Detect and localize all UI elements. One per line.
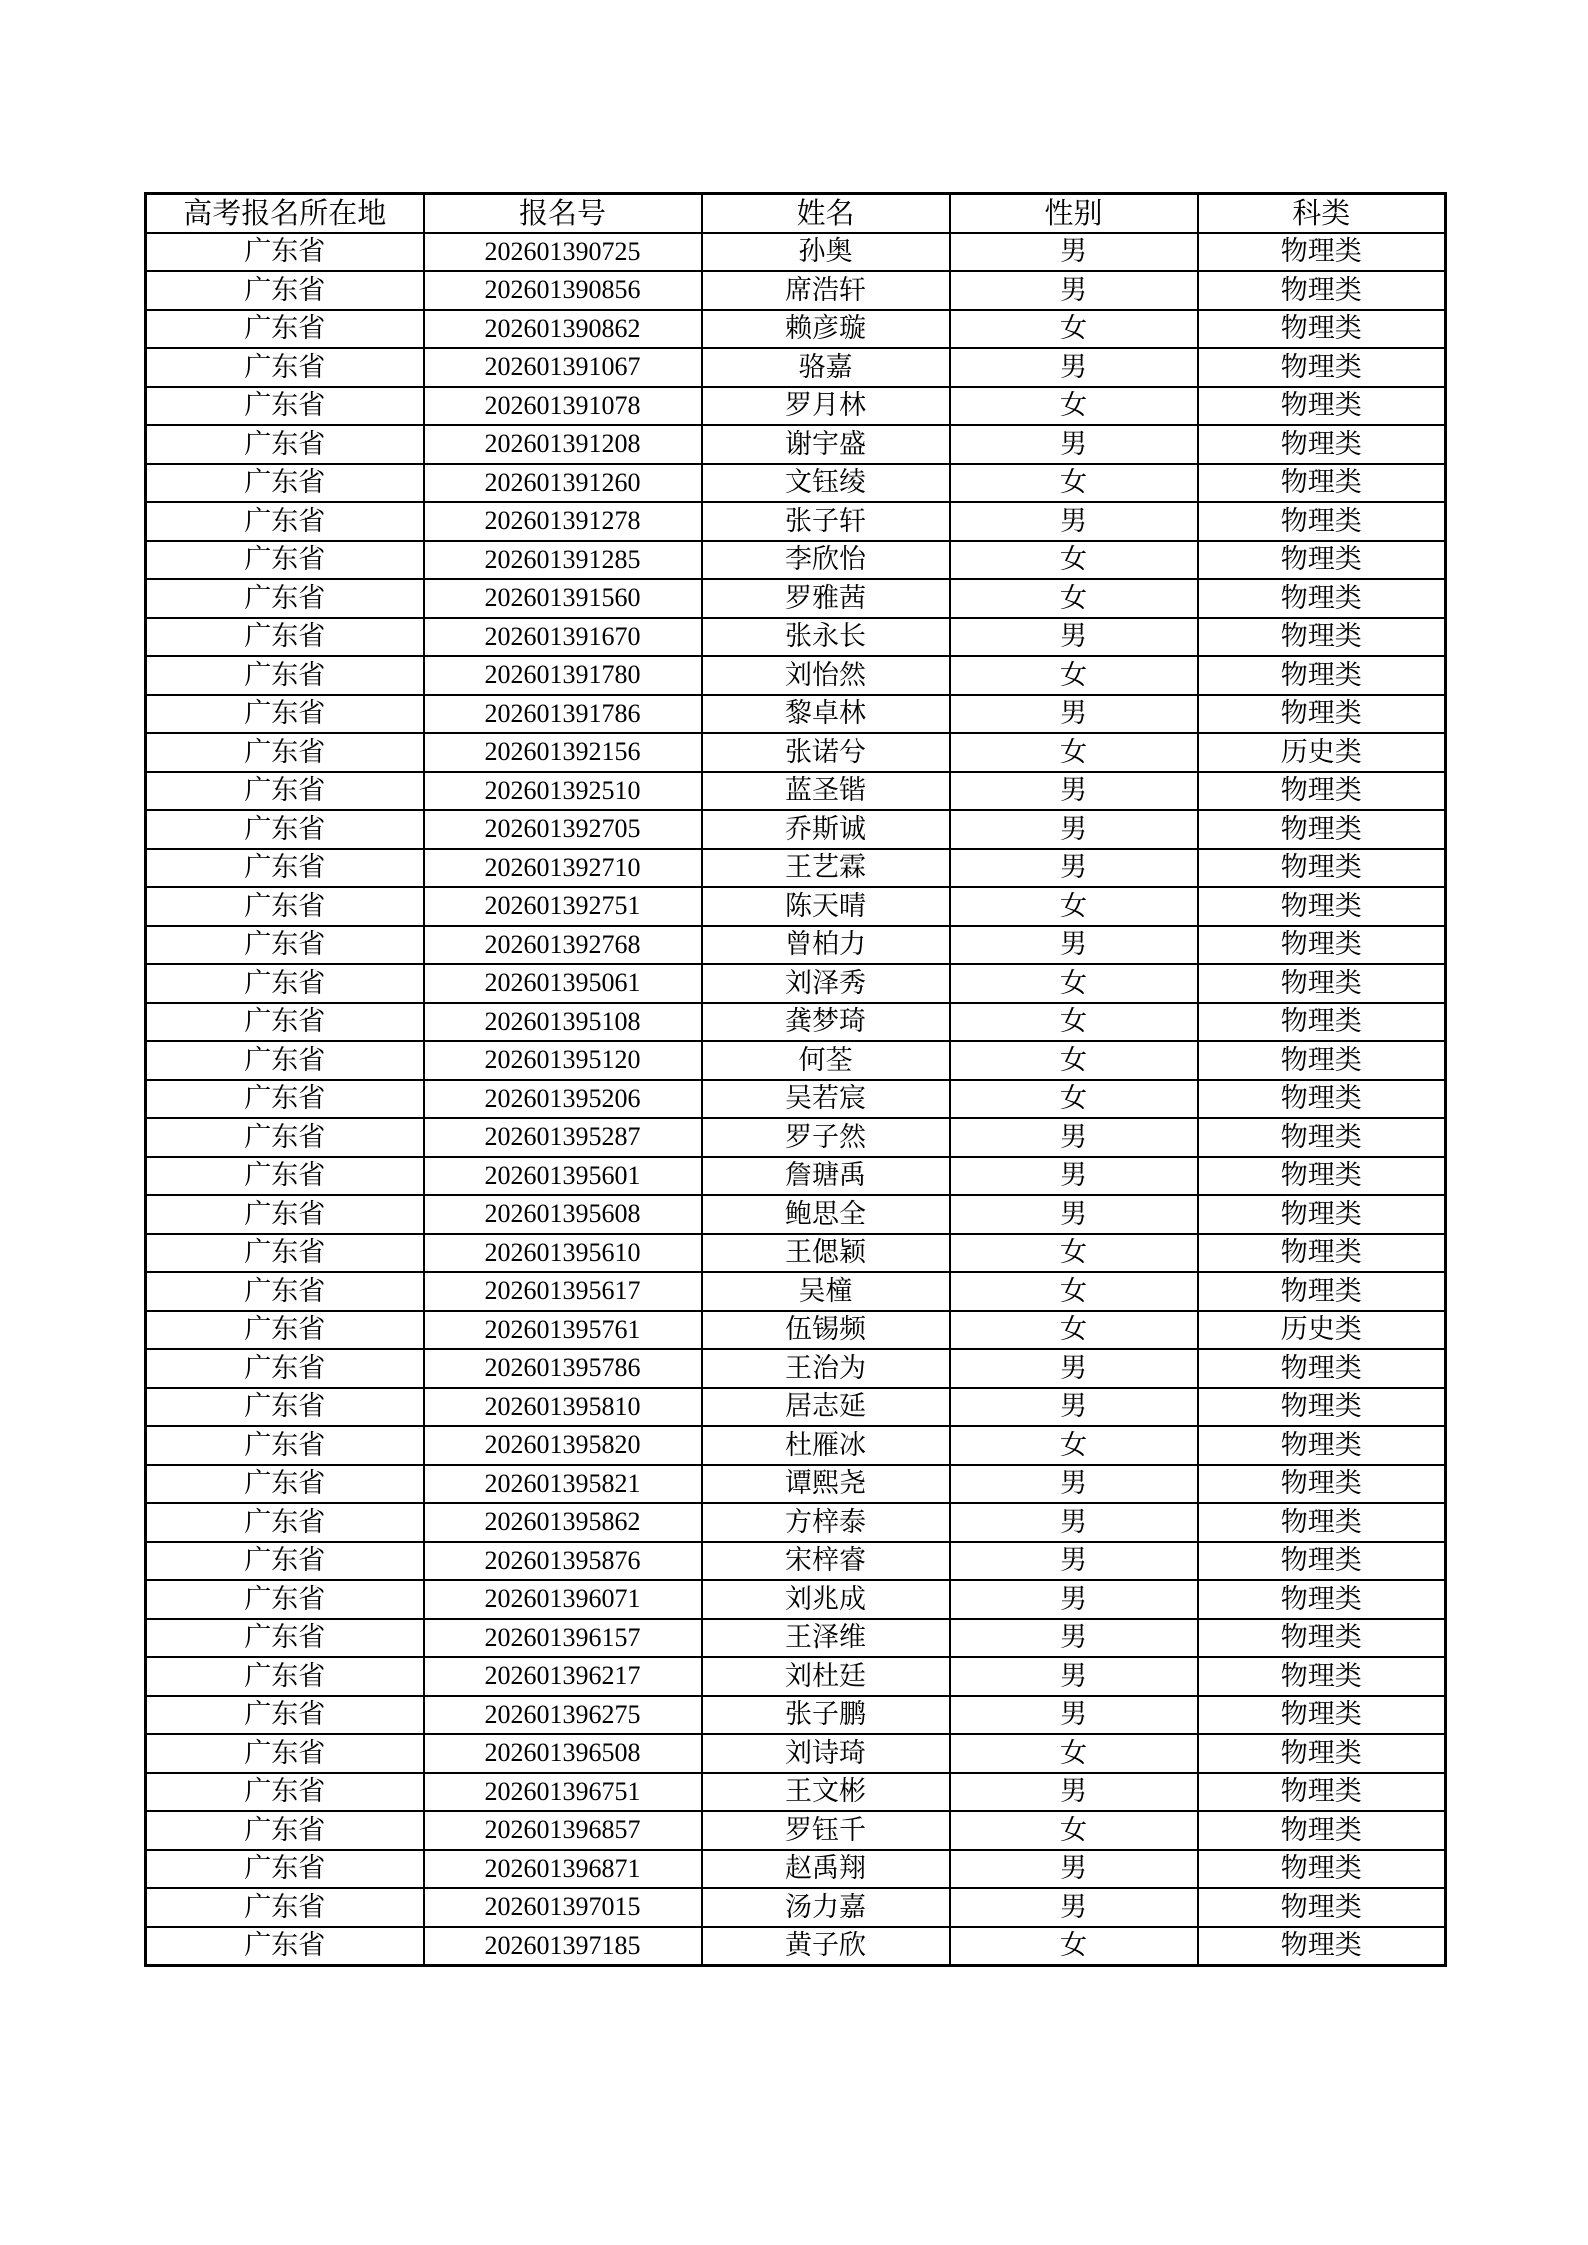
cell-name: 张子轩 bbox=[702, 502, 950, 541]
cell-subject-category: 物理类 bbox=[1198, 1234, 1446, 1273]
cell-registration-number: 202601395810 bbox=[424, 1388, 702, 1427]
cell-subject-category: 物理类 bbox=[1198, 1503, 1446, 1542]
cell-location: 广东省 bbox=[146, 1503, 424, 1542]
cell-gender: 女 bbox=[950, 1311, 1198, 1350]
cell-registration-number: 202601391208 bbox=[424, 425, 702, 464]
cell-name: 谢宇盛 bbox=[702, 425, 950, 464]
cell-name: 罗月林 bbox=[702, 387, 950, 426]
table-row bbox=[146, 1388, 1446, 1427]
cell-gender: 女 bbox=[950, 1234, 1198, 1273]
table-row bbox=[146, 1580, 1446, 1619]
cell-registration-number: 202601395287 bbox=[424, 1118, 702, 1157]
table-row bbox=[146, 387, 1446, 426]
cell-registration-number: 202601395601 bbox=[424, 1157, 702, 1196]
table-row bbox=[146, 1465, 1446, 1504]
cell-gender: 男 bbox=[950, 1388, 1198, 1427]
cell-gender: 女 bbox=[950, 1927, 1198, 1966]
table-row bbox=[146, 1234, 1446, 1273]
cell-name: 刘兆成 bbox=[702, 1580, 950, 1619]
document-page bbox=[144, 192, 1444, 1967]
cell-name: 张子鹏 bbox=[702, 1696, 950, 1735]
cell-subject-category: 物理类 bbox=[1198, 695, 1446, 734]
cell-registration-number: 202601390856 bbox=[424, 271, 702, 310]
cell-name: 张诺兮 bbox=[702, 733, 950, 772]
cell-registration-number: 202601391078 bbox=[424, 387, 702, 426]
cell-subject-category: 物理类 bbox=[1198, 1349, 1446, 1388]
cell-gender: 男 bbox=[950, 1850, 1198, 1889]
table-row bbox=[146, 271, 1446, 310]
cell-gender: 女 bbox=[950, 1426, 1198, 1465]
cell-registration-number: 202601395862 bbox=[424, 1503, 702, 1542]
cell-name: 伍锡频 bbox=[702, 1311, 950, 1350]
cell-gender: 男 bbox=[950, 1542, 1198, 1581]
table-row bbox=[146, 1426, 1446, 1465]
cell-location: 广东省 bbox=[146, 541, 424, 580]
cell-registration-number: 202601395108 bbox=[424, 1003, 702, 1042]
table-row bbox=[146, 849, 1446, 888]
table-row bbox=[146, 1811, 1446, 1850]
cell-location: 广东省 bbox=[146, 733, 424, 772]
cell-location: 广东省 bbox=[146, 1773, 424, 1812]
table-row bbox=[146, 695, 1446, 734]
cell-location: 广东省 bbox=[146, 772, 424, 811]
cell-registration-number: 202601391260 bbox=[424, 464, 702, 503]
cell-registration-number: 202601392156 bbox=[424, 733, 702, 772]
cell-subject-category: 物理类 bbox=[1198, 1272, 1446, 1311]
cell-subject-category: 物理类 bbox=[1198, 926, 1446, 965]
cell-gender: 女 bbox=[950, 579, 1198, 618]
table-row bbox=[146, 1272, 1446, 1311]
table-row bbox=[146, 541, 1446, 580]
cell-name: 罗子然 bbox=[702, 1118, 950, 1157]
cell-subject-category: 物理类 bbox=[1198, 1003, 1446, 1042]
cell-subject-category: 历史类 bbox=[1198, 733, 1446, 772]
cell-subject-category: 物理类 bbox=[1198, 887, 1446, 926]
header-registration-number: 报名号 bbox=[424, 194, 702, 233]
cell-location: 广东省 bbox=[146, 695, 424, 734]
cell-registration-number: 202601396508 bbox=[424, 1734, 702, 1773]
cell-subject-category: 物理类 bbox=[1198, 541, 1446, 580]
cell-subject-category: 物理类 bbox=[1198, 1542, 1446, 1581]
cell-subject-category: 物理类 bbox=[1198, 1888, 1446, 1927]
cell-subject-category: 物理类 bbox=[1198, 233, 1446, 272]
table-row bbox=[146, 1927, 1446, 1966]
cell-gender: 女 bbox=[950, 1003, 1198, 1042]
cell-name: 刘泽秀 bbox=[702, 964, 950, 1003]
cell-location: 广东省 bbox=[146, 502, 424, 541]
cell-name: 席浩轩 bbox=[702, 271, 950, 310]
cell-subject-category: 物理类 bbox=[1198, 849, 1446, 888]
cell-registration-number: 202601395120 bbox=[424, 1041, 702, 1080]
cell-name: 刘怡然 bbox=[702, 656, 950, 695]
cell-subject-category: 物理类 bbox=[1198, 964, 1446, 1003]
cell-subject-category: 物理类 bbox=[1198, 425, 1446, 464]
table-row bbox=[146, 1773, 1446, 1812]
cell-location: 广东省 bbox=[146, 1426, 424, 1465]
cell-name: 乔斯诚 bbox=[702, 810, 950, 849]
table-row bbox=[146, 810, 1446, 849]
cell-location: 广东省 bbox=[146, 1234, 424, 1273]
cell-gender: 男 bbox=[950, 695, 1198, 734]
cell-registration-number: 202601390862 bbox=[424, 310, 702, 349]
cell-location: 广东省 bbox=[146, 849, 424, 888]
cell-subject-category: 物理类 bbox=[1198, 310, 1446, 349]
cell-name: 王艺霖 bbox=[702, 849, 950, 888]
cell-gender: 男 bbox=[950, 1118, 1198, 1157]
table-row bbox=[146, 348, 1446, 387]
cell-gender: 男 bbox=[950, 1888, 1198, 1927]
cell-subject-category: 物理类 bbox=[1198, 387, 1446, 426]
table-row bbox=[146, 887, 1446, 926]
cell-subject-category: 物理类 bbox=[1198, 772, 1446, 811]
cell-registration-number: 202601395608 bbox=[424, 1195, 702, 1234]
cell-gender: 男 bbox=[950, 425, 1198, 464]
cell-location: 广东省 bbox=[146, 1850, 424, 1889]
cell-gender: 男 bbox=[950, 1580, 1198, 1619]
cell-name: 吴橦 bbox=[702, 1272, 950, 1311]
cell-location: 广东省 bbox=[146, 464, 424, 503]
cell-subject-category: 物理类 bbox=[1198, 1696, 1446, 1735]
cell-registration-number: 202601395761 bbox=[424, 1311, 702, 1350]
cell-name: 詹瑭禹 bbox=[702, 1157, 950, 1196]
table-row bbox=[146, 964, 1446, 1003]
table-row bbox=[146, 772, 1446, 811]
cell-location: 广东省 bbox=[146, 964, 424, 1003]
table-row bbox=[146, 1080, 1446, 1119]
cell-location: 广东省 bbox=[146, 1195, 424, 1234]
cell-registration-number: 202601395061 bbox=[424, 964, 702, 1003]
cell-name: 蓝圣锴 bbox=[702, 772, 950, 811]
cell-location: 广东省 bbox=[146, 425, 424, 464]
cell-name: 赵禹翔 bbox=[702, 1850, 950, 1889]
cell-registration-number: 202601391670 bbox=[424, 618, 702, 657]
cell-registration-number: 202601391560 bbox=[424, 579, 702, 618]
cell-name: 骆嘉 bbox=[702, 348, 950, 387]
cell-registration-number: 202601395206 bbox=[424, 1080, 702, 1119]
cell-name: 文钰绫 bbox=[702, 464, 950, 503]
cell-location: 广东省 bbox=[146, 618, 424, 657]
cell-subject-category: 物理类 bbox=[1198, 348, 1446, 387]
header-location: 高考报名所在地 bbox=[146, 194, 424, 233]
cell-location: 广东省 bbox=[146, 1080, 424, 1119]
cell-gender: 男 bbox=[950, 1619, 1198, 1658]
cell-registration-number: 202601392768 bbox=[424, 926, 702, 965]
header-gender: 性别 bbox=[950, 194, 1198, 233]
cell-location: 广东省 bbox=[146, 1580, 424, 1619]
cell-location: 广东省 bbox=[146, 887, 424, 926]
cell-name: 刘杜廷 bbox=[702, 1657, 950, 1696]
cell-gender: 男 bbox=[950, 1157, 1198, 1196]
table-row bbox=[146, 1195, 1446, 1234]
cell-gender: 女 bbox=[950, 464, 1198, 503]
cell-registration-number: 202601396751 bbox=[424, 1773, 702, 1812]
cell-gender: 男 bbox=[950, 1195, 1198, 1234]
cell-gender: 男 bbox=[950, 810, 1198, 849]
table-row bbox=[146, 656, 1446, 695]
cell-name: 何荃 bbox=[702, 1041, 950, 1080]
cell-subject-category: 物理类 bbox=[1198, 1041, 1446, 1080]
table-row bbox=[146, 1311, 1446, 1350]
cell-name: 宋梓睿 bbox=[702, 1542, 950, 1581]
cell-location: 广东省 bbox=[146, 1811, 424, 1850]
header-subject-category: 科类 bbox=[1198, 194, 1446, 233]
cell-location: 广东省 bbox=[146, 810, 424, 849]
cell-registration-number: 202601392705 bbox=[424, 810, 702, 849]
cell-gender: 女 bbox=[950, 964, 1198, 1003]
cell-name: 鲍思全 bbox=[702, 1195, 950, 1234]
cell-subject-category: 物理类 bbox=[1198, 271, 1446, 310]
cell-location: 广东省 bbox=[146, 1311, 424, 1350]
cell-subject-category: 物理类 bbox=[1198, 1388, 1446, 1427]
cell-location: 广东省 bbox=[146, 1542, 424, 1581]
table-row bbox=[146, 1118, 1446, 1157]
cell-subject-category: 物理类 bbox=[1198, 1734, 1446, 1773]
cell-registration-number: 202601391285 bbox=[424, 541, 702, 580]
cell-name: 罗雅茜 bbox=[702, 579, 950, 618]
table-row bbox=[146, 1503, 1446, 1542]
cell-location: 广东省 bbox=[146, 1927, 424, 1966]
cell-name: 张永长 bbox=[702, 618, 950, 657]
cell-gender: 男 bbox=[950, 1773, 1198, 1812]
cell-subject-category: 物理类 bbox=[1198, 656, 1446, 695]
cell-location: 广东省 bbox=[146, 579, 424, 618]
cell-name: 龚梦琦 bbox=[702, 1003, 950, 1042]
table-row bbox=[146, 1041, 1446, 1080]
cell-subject-category: 物理类 bbox=[1198, 1195, 1446, 1234]
cell-gender: 女 bbox=[950, 887, 1198, 926]
cell-registration-number: 202601396871 bbox=[424, 1850, 702, 1889]
cell-name: 吴若宸 bbox=[702, 1080, 950, 1119]
cell-gender: 女 bbox=[950, 541, 1198, 580]
cell-gender: 女 bbox=[950, 1080, 1198, 1119]
cell-registration-number: 202601395876 bbox=[424, 1542, 702, 1581]
cell-location: 广东省 bbox=[146, 1118, 424, 1157]
cell-subject-category: 物理类 bbox=[1198, 618, 1446, 657]
cell-registration-number: 202601390725 bbox=[424, 233, 702, 272]
cell-gender: 男 bbox=[950, 348, 1198, 387]
cell-registration-number: 202601396217 bbox=[424, 1657, 702, 1696]
cell-location: 广东省 bbox=[146, 1888, 424, 1927]
cell-registration-number: 202601395820 bbox=[424, 1426, 702, 1465]
cell-subject-category: 物理类 bbox=[1198, 1157, 1446, 1196]
cell-gender: 男 bbox=[950, 233, 1198, 272]
table-row bbox=[146, 1619, 1446, 1658]
cell-registration-number: 202601395610 bbox=[424, 1234, 702, 1273]
cell-gender: 男 bbox=[950, 1349, 1198, 1388]
table-row bbox=[146, 233, 1446, 272]
cell-subject-category: 物理类 bbox=[1198, 1619, 1446, 1658]
cell-name: 李欣怡 bbox=[702, 541, 950, 580]
cell-registration-number: 202601397185 bbox=[424, 1927, 702, 1966]
cell-gender: 男 bbox=[950, 1465, 1198, 1504]
cell-name: 黎卓林 bbox=[702, 695, 950, 734]
table-row bbox=[146, 579, 1446, 618]
cell-location: 广东省 bbox=[146, 1619, 424, 1658]
cell-subject-category: 物理类 bbox=[1198, 1465, 1446, 1504]
cell-name: 黄子欣 bbox=[702, 1927, 950, 1966]
cell-subject-category: 物理类 bbox=[1198, 1773, 1446, 1812]
cell-registration-number: 202601396071 bbox=[424, 1580, 702, 1619]
cell-gender: 男 bbox=[950, 772, 1198, 811]
cell-gender: 男 bbox=[950, 618, 1198, 657]
cell-gender: 男 bbox=[950, 271, 1198, 310]
cell-name: 方梓泰 bbox=[702, 1503, 950, 1542]
cell-location: 广东省 bbox=[146, 656, 424, 695]
cell-subject-category: 物理类 bbox=[1198, 1580, 1446, 1619]
cell-name: 刘诗琦 bbox=[702, 1734, 950, 1773]
cell-gender: 女 bbox=[950, 656, 1198, 695]
cell-name: 罗钰千 bbox=[702, 1811, 950, 1850]
cell-subject-category: 物理类 bbox=[1198, 1657, 1446, 1696]
cell-location: 广东省 bbox=[146, 1388, 424, 1427]
cell-gender: 女 bbox=[950, 733, 1198, 772]
cell-location: 广东省 bbox=[146, 1734, 424, 1773]
cell-subject-category: 物理类 bbox=[1198, 1426, 1446, 1465]
cell-name: 杜雁冰 bbox=[702, 1426, 950, 1465]
cell-gender: 男 bbox=[950, 502, 1198, 541]
cell-registration-number: 202601391067 bbox=[424, 348, 702, 387]
cell-registration-number: 202601392710 bbox=[424, 849, 702, 888]
cell-name: 赖彦璇 bbox=[702, 310, 950, 349]
cell-gender: 女 bbox=[950, 1734, 1198, 1773]
table-row bbox=[146, 733, 1446, 772]
cell-name: 陈天晴 bbox=[702, 887, 950, 926]
table-header-row bbox=[146, 194, 1446, 233]
table-row bbox=[146, 1003, 1446, 1042]
cell-name: 曾柏力 bbox=[702, 926, 950, 965]
cell-gender: 女 bbox=[950, 1272, 1198, 1311]
table-row bbox=[146, 1850, 1446, 1889]
cell-registration-number: 202601397015 bbox=[424, 1888, 702, 1927]
cell-location: 广东省 bbox=[146, 271, 424, 310]
cell-location: 广东省 bbox=[146, 1003, 424, 1042]
cell-registration-number: 202601396275 bbox=[424, 1696, 702, 1735]
cell-registration-number: 202601395821 bbox=[424, 1465, 702, 1504]
table-row bbox=[146, 1542, 1446, 1581]
cell-gender: 女 bbox=[950, 387, 1198, 426]
cell-name: 王偲颖 bbox=[702, 1234, 950, 1273]
cell-subject-category: 物理类 bbox=[1198, 502, 1446, 541]
cell-name: 王泽维 bbox=[702, 1619, 950, 1658]
table-row bbox=[146, 926, 1446, 965]
cell-gender: 男 bbox=[950, 1657, 1198, 1696]
cell-registration-number: 202601396857 bbox=[424, 1811, 702, 1850]
cell-location: 广东省 bbox=[146, 1041, 424, 1080]
cell-subject-category: 物理类 bbox=[1198, 810, 1446, 849]
table-row bbox=[146, 1349, 1446, 1388]
cell-registration-number: 202601395786 bbox=[424, 1349, 702, 1388]
cell-name: 孙奥 bbox=[702, 233, 950, 272]
table-row bbox=[146, 1888, 1446, 1927]
cell-registration-number: 202601391786 bbox=[424, 695, 702, 734]
cell-name: 王治为 bbox=[702, 1349, 950, 1388]
cell-gender: 男 bbox=[950, 849, 1198, 888]
cell-location: 广东省 bbox=[146, 233, 424, 272]
cell-name: 王文彬 bbox=[702, 1773, 950, 1812]
table-row bbox=[146, 1657, 1446, 1696]
cell-registration-number: 202601391780 bbox=[424, 656, 702, 695]
table-row bbox=[146, 1696, 1446, 1735]
cell-subject-category: 物理类 bbox=[1198, 1118, 1446, 1157]
cell-subject-category: 历史类 bbox=[1198, 1311, 1446, 1350]
cell-location: 广东省 bbox=[146, 1157, 424, 1196]
cell-registration-number: 202601392751 bbox=[424, 887, 702, 926]
cell-location: 广东省 bbox=[146, 1657, 424, 1696]
table-row bbox=[146, 618, 1446, 657]
cell-location: 广东省 bbox=[146, 1272, 424, 1311]
table-row bbox=[146, 1157, 1446, 1196]
cell-registration-number: 202601395617 bbox=[424, 1272, 702, 1311]
cell-registration-number: 202601396157 bbox=[424, 1619, 702, 1658]
cell-subject-category: 物理类 bbox=[1198, 464, 1446, 503]
cell-gender: 男 bbox=[950, 1503, 1198, 1542]
cell-name: 汤力嘉 bbox=[702, 1888, 950, 1927]
cell-name: 居志延 bbox=[702, 1388, 950, 1427]
cell-gender: 女 bbox=[950, 1811, 1198, 1850]
table-row bbox=[146, 310, 1446, 349]
cell-subject-category: 物理类 bbox=[1198, 1850, 1446, 1889]
table-row bbox=[146, 502, 1446, 541]
table-row bbox=[146, 464, 1446, 503]
cell-subject-category: 物理类 bbox=[1198, 1080, 1446, 1119]
cell-location: 广东省 bbox=[146, 926, 424, 965]
cell-name: 谭熙尧 bbox=[702, 1465, 950, 1504]
cell-location: 广东省 bbox=[146, 387, 424, 426]
cell-location: 广东省 bbox=[146, 1465, 424, 1504]
cell-gender: 女 bbox=[950, 1041, 1198, 1080]
cell-subject-category: 物理类 bbox=[1198, 1927, 1446, 1966]
cell-location: 广东省 bbox=[146, 310, 424, 349]
cell-gender: 男 bbox=[950, 926, 1198, 965]
table-row bbox=[146, 1734, 1446, 1773]
header-name: 姓名 bbox=[702, 194, 950, 233]
table-body bbox=[146, 233, 1446, 1966]
candidate-table bbox=[144, 192, 1447, 1967]
cell-gender: 男 bbox=[950, 1696, 1198, 1735]
cell-subject-category: 物理类 bbox=[1198, 1811, 1446, 1850]
cell-registration-number: 202601392510 bbox=[424, 772, 702, 811]
cell-location: 广东省 bbox=[146, 348, 424, 387]
cell-registration-number: 202601391278 bbox=[424, 502, 702, 541]
cell-subject-category: 物理类 bbox=[1198, 579, 1446, 618]
cell-gender: 女 bbox=[950, 310, 1198, 349]
cell-location: 广东省 bbox=[146, 1696, 424, 1735]
table-row bbox=[146, 425, 1446, 464]
cell-location: 广东省 bbox=[146, 1349, 424, 1388]
